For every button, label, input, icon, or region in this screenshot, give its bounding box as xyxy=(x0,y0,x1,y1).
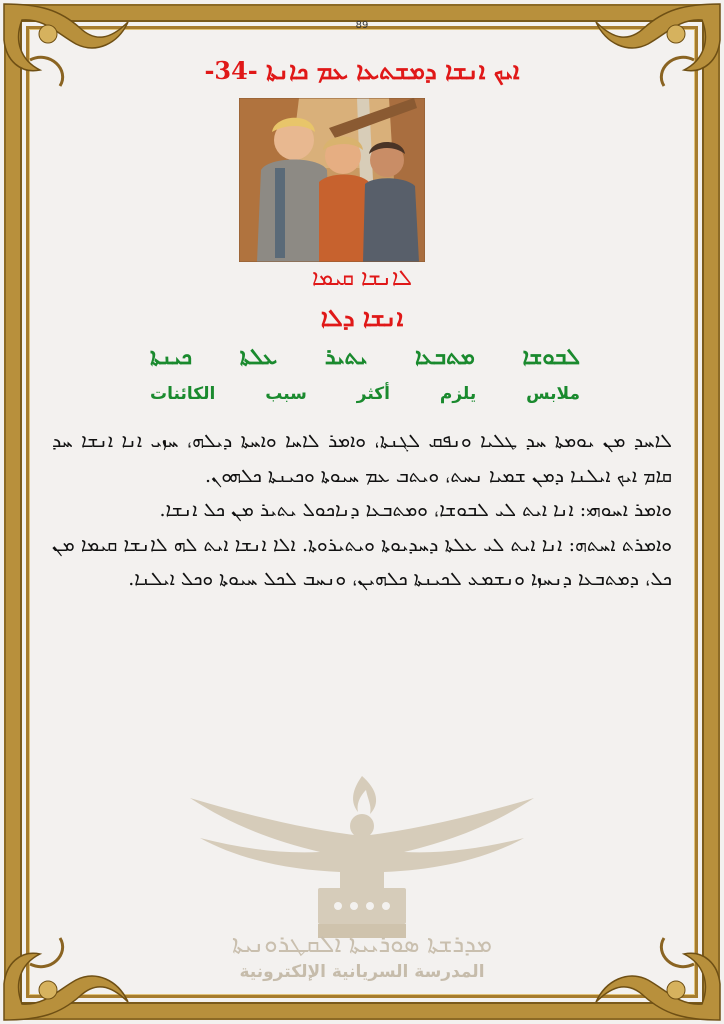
story-text xyxy=(52,424,672,597)
lesson-title: -34- ܐܝܟ ܐܢܫܐ ܕܡܫܬܥܐ ܥܡ ܟܐܢܬܐ xyxy=(204,56,520,85)
story-paragraph: ܠܐܚܕ ܡܢ ܝܘܡܬܐ ܚܕ ܛܠܝܐ ܘܢܦܩ ܠܓܢܬܐ، ܘܐܡܪ ܠܐܚܐ ܘܐܚܬܐ ܕܝܠܗ، ܚܙܝ ܐܢܐ ܐܢܫܐ ܚܕ ܩܐܡ ܐܝܟ ܐܝܠܢܐ ܕܡܢ ܫܡܝܐ ܢܚܬ، ܘܝܬܒ ܥܡ ܚܝܘܬܐ ܘܟܝܢܬܐ ܟܠܗܘܢ. xyxy=(52,430,672,487)
subtitle: ܠܐܢܫܐ ܩܝܡܐ xyxy=(311,266,413,291)
story-paragraph: ܘܐܡܪܬ ܐܚܬܗ: ܐܢܐ ܐܝܬ ܠܝ ܥܠܬܐ ܕܚܕܝܘܬܐ ܘܝܬܝܪܘܬܐ. ܐܠܐ ܐܢܫܐ ܐܝܬ ܠܗ ܠܐܢܫܐ ܩܝܡܐ ܡܢ ܟܠ، ܕܡܬܒܥܐ ܕܢܚܙܐ ܘܢܫܡܥ ܠܟܝܢܬܐ ܟܠܗܝܢ، ܘܢܚܒ ܠܟܠ ܚܝܘܬܐ ܘܟܠ ܐܝܠܢܐ. xyxy=(52,533,672,590)
vocab-arabic: الكائنات xyxy=(150,384,216,404)
vocab-syriac: ܥܠܬܐ xyxy=(239,344,278,370)
children-illustration xyxy=(239,98,425,262)
story-paragraph: ܘܐܡܪ ܐܚܘܗܝ: ܐܢܐ ܐܝܬ ܠܝ ܠܒܘܫܐ، ܘܡܬܒܥܐ ܕܢܐܟܘܠ ܝܬܝܪ ܡܢ ܟܠ ܐܢܫܐ. xyxy=(159,499,672,521)
vocabulary-arabic-row xyxy=(150,384,580,404)
section-heading: ܐܢܫܐ ܕܠܐ xyxy=(320,303,404,332)
vocab-syriac: ܟܝܢܬܐ xyxy=(150,344,193,370)
vocab-arabic: سبب xyxy=(265,384,307,404)
vocab-syriac: ܠܒܘܫܐ xyxy=(522,344,580,370)
vocab-arabic: أكثر xyxy=(356,384,390,404)
vocab-arabic: ملابس xyxy=(526,384,580,404)
vocabulary-syriac-row xyxy=(150,344,580,370)
school-name-arabic: المدرسة السريانية الإلكترونية xyxy=(239,962,485,982)
vocab-syriac: ܝܬܝܪ xyxy=(324,344,368,370)
vocab-syriac: ܡܬܒܥܐ xyxy=(415,344,475,370)
page-number: 89 xyxy=(355,20,369,31)
school-name-syriac: ܡܕܪܫܬܐ ܣܘܪܝܝܬܐ ܐܠܩܛܪܘܢܝܬܐ xyxy=(232,930,492,958)
vocab-arabic: يلزم xyxy=(439,384,477,404)
